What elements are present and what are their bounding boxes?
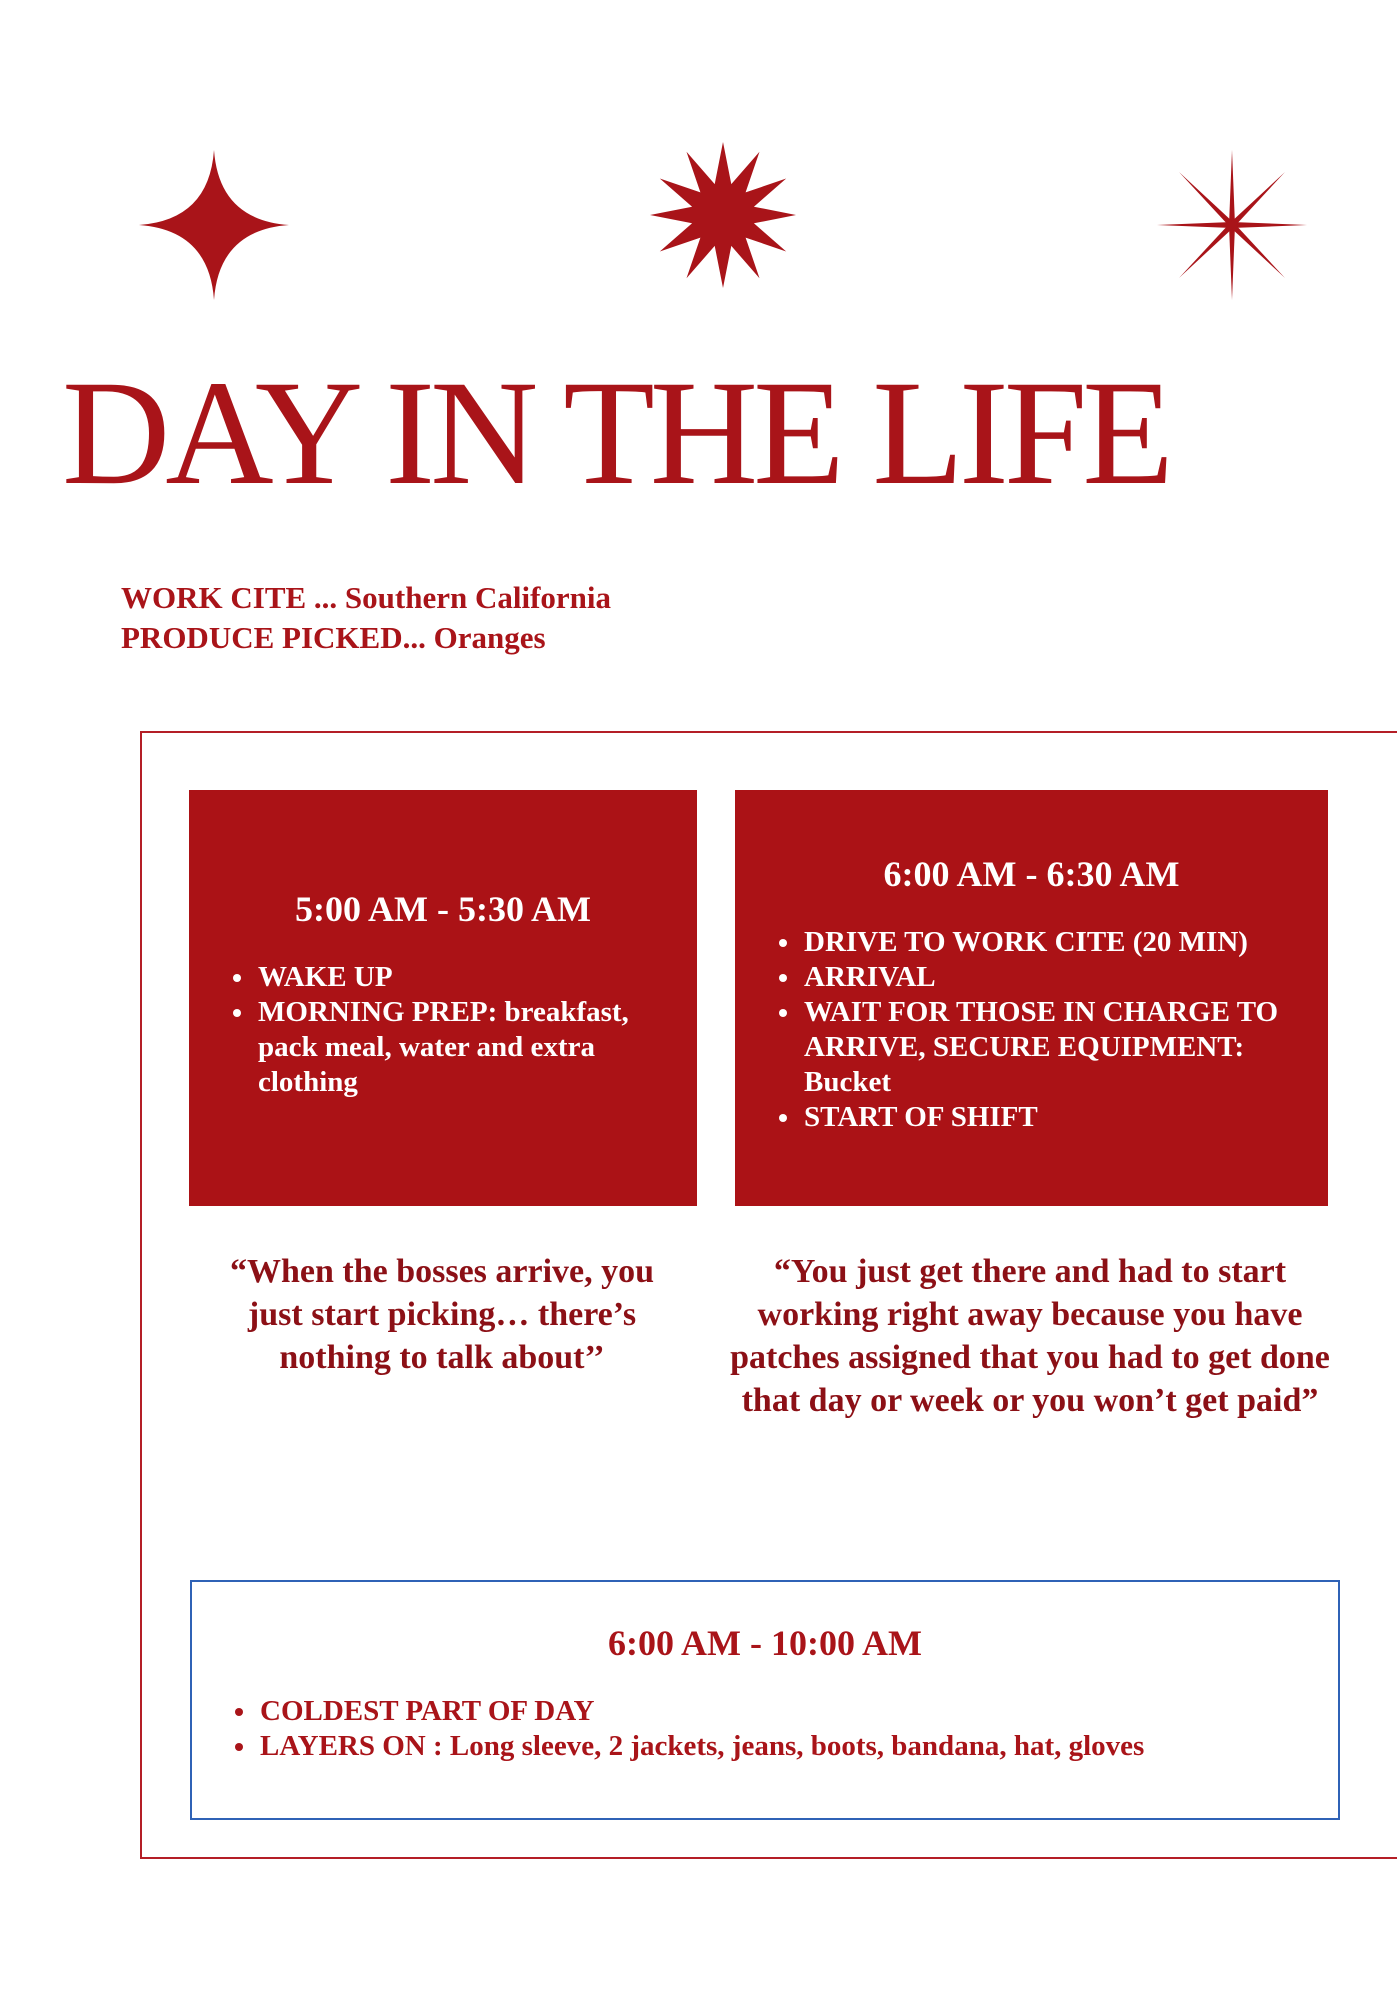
quote-1: “When the bosses arrive, you just start picking… there’s nothing to talk about’’: [229, 1253, 655, 1376]
produce-line: PRODUCE PICKED... Oranges: [121, 620, 546, 655]
twelve-point-star-icon: [648, 140, 798, 290]
card-list: [189, 960, 697, 1100]
card-time: 5:00 AM - 5:30 AM: [295, 889, 591, 929]
eight-ray-sparkle-icon: [1157, 150, 1307, 300]
four-point-star-icon: [139, 150, 289, 300]
card-list: [735, 925, 1328, 1135]
meta-info: [121, 578, 611, 658]
timeline-card-2: [735, 790, 1328, 1206]
box-time: 6:00 AM - 10:00 AM: [608, 1623, 922, 1663]
list-item: • MORNING PREP: breakfast, pack meal, water and extra clothing: [256, 995, 677, 1100]
box-list: [192, 1694, 1338, 1764]
quote-2: “You just get there and had to start working right away because you have patches assigned that you had to get done that day or week or you won’t get paid”: [730, 1253, 1330, 1419]
list-item: • WAKE UP: [256, 960, 677, 995]
list-item: • WAIT FOR THOSE IN CHARGE TO ARRIVE, SECURE EQUIPMENT: Bucket: [802, 995, 1308, 1100]
list-item: • DRIVE TO WORK CITE (20 MIN): [802, 925, 1308, 960]
list-item: • COLDEST PART OF DAY: [258, 1694, 1338, 1729]
card-time: 6:00 AM - 6:30 AM: [883, 854, 1180, 894]
work-site-line: WORK CITE ... Southern California: [121, 580, 612, 615]
list-item: • LAYERS ON : Long sleeve, 2 jackets, jeans, boots, bandana, hat, gloves: [258, 1729, 1338, 1764]
list-item: • START OF SHIFT: [802, 1100, 1308, 1135]
list-item: • ARRIVAL: [802, 960, 1308, 995]
page-title: DAY IN THE LIFE: [62, 350, 1169, 516]
timeline-box-3: [190, 1580, 1340, 1820]
timeline-card-1: [189, 790, 697, 1206]
